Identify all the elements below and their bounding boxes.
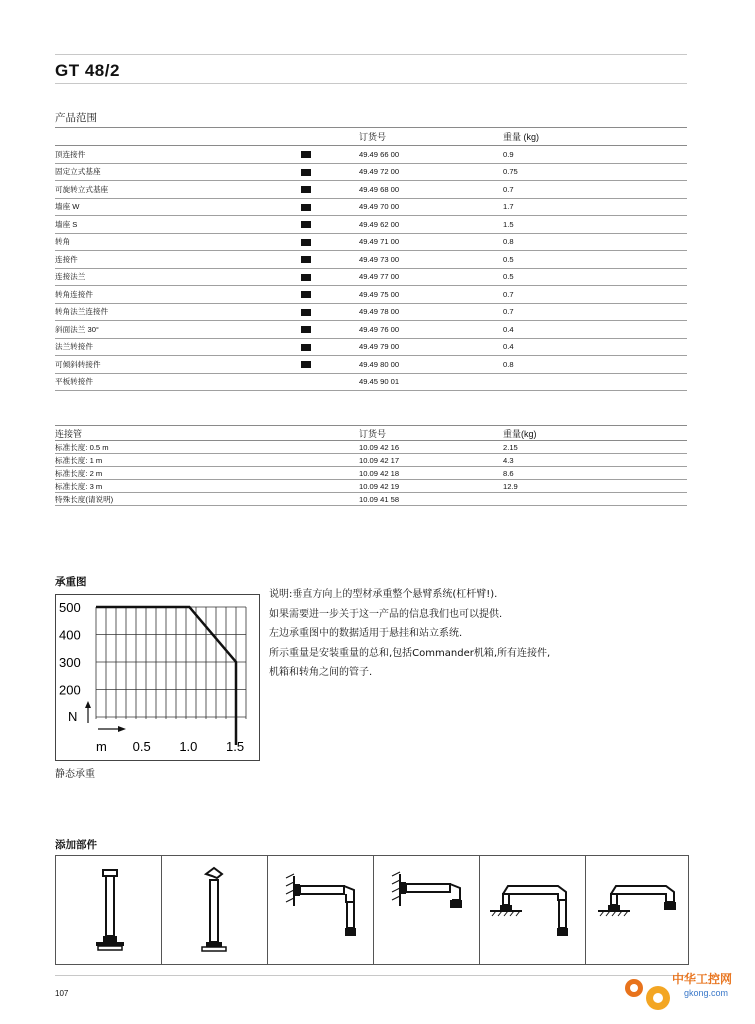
note-line: 左边承重图中的数据适用于悬挂和站立系统.	[269, 628, 463, 639]
y-axis-label: N	[68, 709, 78, 724]
product-symbol	[299, 198, 359, 216]
product-symbol	[299, 338, 359, 356]
order-number: 49.49 66 00	[359, 146, 503, 164]
tube-weight: 4.3	[503, 454, 687, 467]
load-chart-svg	[56, 595, 259, 760]
part-symbol-icon	[301, 221, 311, 228]
watermark-url: gkong.com	[684, 988, 729, 998]
product-symbol	[299, 251, 359, 269]
part-symbol-icon	[301, 169, 311, 176]
tube-order-number: 10.09 42 18	[359, 467, 503, 480]
product-row	[55, 338, 687, 356]
y-tick-label: 400	[59, 627, 81, 643]
part-symbol-icon	[301, 326, 311, 333]
product-symbol	[299, 216, 359, 234]
note-line: 说明:垂直方向上的型材承重整个悬臂系统(杠杆臂!).	[269, 589, 498, 600]
tube-order-header: 订货号	[359, 426, 503, 441]
order-number: 49.49 68 00	[359, 181, 503, 199]
weight	[503, 373, 687, 391]
accessory-wall-arm-short	[374, 856, 480, 964]
tube-weight-header: 重量(kg)	[503, 426, 687, 441]
tube-name: 标准长度: 1 m	[55, 454, 299, 467]
tube-weight: 2.15	[503, 441, 687, 454]
load-chart	[55, 594, 260, 761]
accessory-wall-arm	[268, 856, 374, 964]
product-name: 转角法兰连接件	[55, 303, 299, 321]
tube-name: 标准长度: 0.5 m	[55, 441, 299, 454]
accessory-floor-arm	[480, 856, 586, 964]
order-number: 49.49 80 00	[359, 356, 503, 374]
order-number: 49.49 78 00	[359, 303, 503, 321]
product-range-heading: 产品范围	[55, 112, 97, 124]
order-number: 49.45 90 01	[359, 373, 503, 391]
product-symbol	[299, 163, 359, 181]
tube-spacer	[299, 480, 359, 493]
product-name: 墙座 W	[55, 198, 299, 216]
tube-spacer	[299, 454, 359, 467]
product-row	[55, 268, 687, 286]
product-row	[55, 198, 687, 216]
product-row	[55, 321, 687, 339]
part-symbol-icon	[301, 291, 311, 298]
order-number: 49.49 62 00	[359, 216, 503, 234]
product-row	[55, 216, 687, 234]
tube-row	[55, 480, 687, 493]
vertical-stand-icon	[56, 856, 161, 964]
y-tick-label: 300	[59, 655, 81, 670]
tube-spacer	[299, 467, 359, 480]
product-row	[55, 233, 687, 251]
floor-arm-short-icon	[586, 856, 691, 964]
tube-name: 标准长度: 2 m	[55, 467, 299, 480]
note-line: 如果需要进一步关于这一产品的信息我们也可以提供.	[269, 608, 503, 620]
y-axis-arrowhead	[85, 701, 91, 708]
product-symbol	[299, 146, 359, 164]
part-symbol-icon	[301, 151, 311, 158]
order-number: 49.49 71 00	[359, 233, 503, 251]
order-number: 49.49 70 00	[359, 198, 503, 216]
order-number: 49.49 76 00	[359, 321, 503, 339]
product-name: 固定立式基座	[55, 163, 299, 181]
top-rule	[55, 54, 687, 55]
weight: 0.8	[503, 233, 687, 251]
tube-spacer	[299, 493, 359, 506]
order-number: 49.49 72 00	[359, 163, 503, 181]
page-number: 107	[55, 989, 69, 998]
order-number: 49.49 73 00	[359, 251, 503, 269]
x-axis-arrowhead	[118, 726, 126, 732]
tube-row	[55, 493, 687, 506]
accessories-heading: 添加部件	[55, 839, 97, 851]
floor-arm-icon	[480, 856, 585, 964]
y-tick-label: 500	[59, 600, 81, 615]
weight: 0.4	[503, 321, 687, 339]
product-row	[55, 373, 687, 391]
tube-name: 标准长度: 3 m	[55, 480, 299, 493]
part-symbol-icon	[301, 186, 311, 193]
product-range-table	[55, 127, 687, 391]
weight: 0.7	[503, 286, 687, 304]
part-symbol-icon	[301, 309, 311, 316]
y-tick-label: 200	[59, 682, 81, 698]
part-symbol-icon	[301, 239, 311, 246]
note-line: 机箱和转角之间的管子.	[269, 667, 373, 678]
product-symbol	[299, 286, 359, 304]
product-row	[55, 146, 687, 164]
part-symbol-icon	[301, 344, 311, 351]
tube-row	[55, 454, 687, 467]
part-symbol-icon	[301, 204, 311, 211]
product-name: 可倾斜转接件	[55, 356, 299, 374]
product-row	[55, 181, 687, 199]
static-load-caption: 静态承重	[55, 769, 95, 780]
product-symbol	[299, 303, 359, 321]
product-name: 转角连接件	[55, 286, 299, 304]
product-symbol	[299, 268, 359, 286]
tube-order-number: 10.09 42 16	[359, 441, 503, 454]
tube-order-number: 10.09 42 17	[359, 454, 503, 467]
product-row	[55, 303, 687, 321]
product-name: 可旋转立式基座	[55, 181, 299, 199]
title-rule	[55, 83, 687, 84]
weight: 1.5	[503, 216, 687, 234]
notes	[269, 585, 550, 683]
tilt-stand-icon	[162, 856, 267, 964]
product-symbol	[299, 233, 359, 251]
tube-row	[55, 441, 687, 454]
watermark-title: 中华工控网	[672, 972, 733, 986]
order-number: 49.49 79 00	[359, 338, 503, 356]
product-name: 连接法兰	[55, 268, 299, 286]
footer-rule	[55, 975, 687, 976]
weight: 0.8	[503, 356, 687, 374]
part-symbol-icon	[301, 274, 311, 281]
wall-arm-icon	[268, 856, 373, 964]
product-name: 连接件	[55, 251, 299, 269]
accessory-vertical-stand	[56, 856, 162, 964]
product-name: 顶连接件	[55, 146, 299, 164]
weight: 0.4	[503, 338, 687, 356]
product-symbol	[299, 356, 359, 374]
weight: 0.5	[503, 251, 687, 269]
x-tick-label: 1.0	[179, 739, 198, 754]
x-axis-label: m	[96, 739, 107, 754]
product-symbol	[299, 181, 359, 199]
accessories-panel	[55, 855, 689, 965]
weight: 0.9	[503, 146, 687, 164]
weight: 0.75	[503, 163, 687, 181]
product-row	[55, 163, 687, 181]
weight: 0.5	[503, 268, 687, 286]
tube-weight: 8.6	[503, 467, 687, 480]
accessory-floor-arm-short	[586, 856, 691, 964]
product-name: 平板转接件	[55, 373, 299, 391]
page-title: GT 48/2	[55, 61, 120, 80]
tube-weight	[503, 493, 687, 506]
x-tick-label: 1.5	[226, 739, 245, 754]
note-line: 所示重量是安装重量的总和,包括Commander机箱,所有连接件,	[269, 647, 551, 659]
product-symbol	[299, 373, 359, 391]
part-symbol-icon	[301, 256, 311, 263]
product-name: 转角	[55, 233, 299, 251]
tube-weight: 12.9	[503, 480, 687, 493]
weight: 0.7	[503, 181, 687, 199]
accessory-tilt-stand	[162, 856, 268, 964]
part-symbol-icon	[301, 361, 311, 368]
weight: 1.7	[503, 198, 687, 216]
order-number: 49.49 77 00	[359, 268, 503, 286]
order-number: 49.49 75 00	[359, 286, 503, 304]
product-name: 斜面法兰 30°	[55, 321, 299, 339]
product-name: 法兰转接件	[55, 338, 299, 356]
product-row	[55, 356, 687, 374]
product-row	[55, 286, 687, 304]
product-symbol	[299, 321, 359, 339]
tube-spacer	[299, 441, 359, 454]
tube-heading: 连接管	[55, 426, 299, 441]
tube-row	[55, 467, 687, 480]
weight-header: 重量 (kg)	[503, 128, 687, 146]
tube-name: 特殊长度(请说明)	[55, 493, 299, 506]
product-row	[55, 251, 687, 269]
tube-table	[55, 425, 687, 506]
tube-order-number: 10.09 42 19	[359, 480, 503, 493]
weight: 0.7	[503, 303, 687, 321]
product-name: 墙座 S	[55, 216, 299, 234]
order-number-header: 订货号	[359, 128, 503, 146]
load-chart-heading: 承重图	[55, 576, 87, 588]
wall-arm-short-icon	[374, 856, 479, 964]
x-tick-label: 0.5	[132, 739, 151, 754]
tube-order-number: 10.09 41 58	[359, 493, 503, 506]
